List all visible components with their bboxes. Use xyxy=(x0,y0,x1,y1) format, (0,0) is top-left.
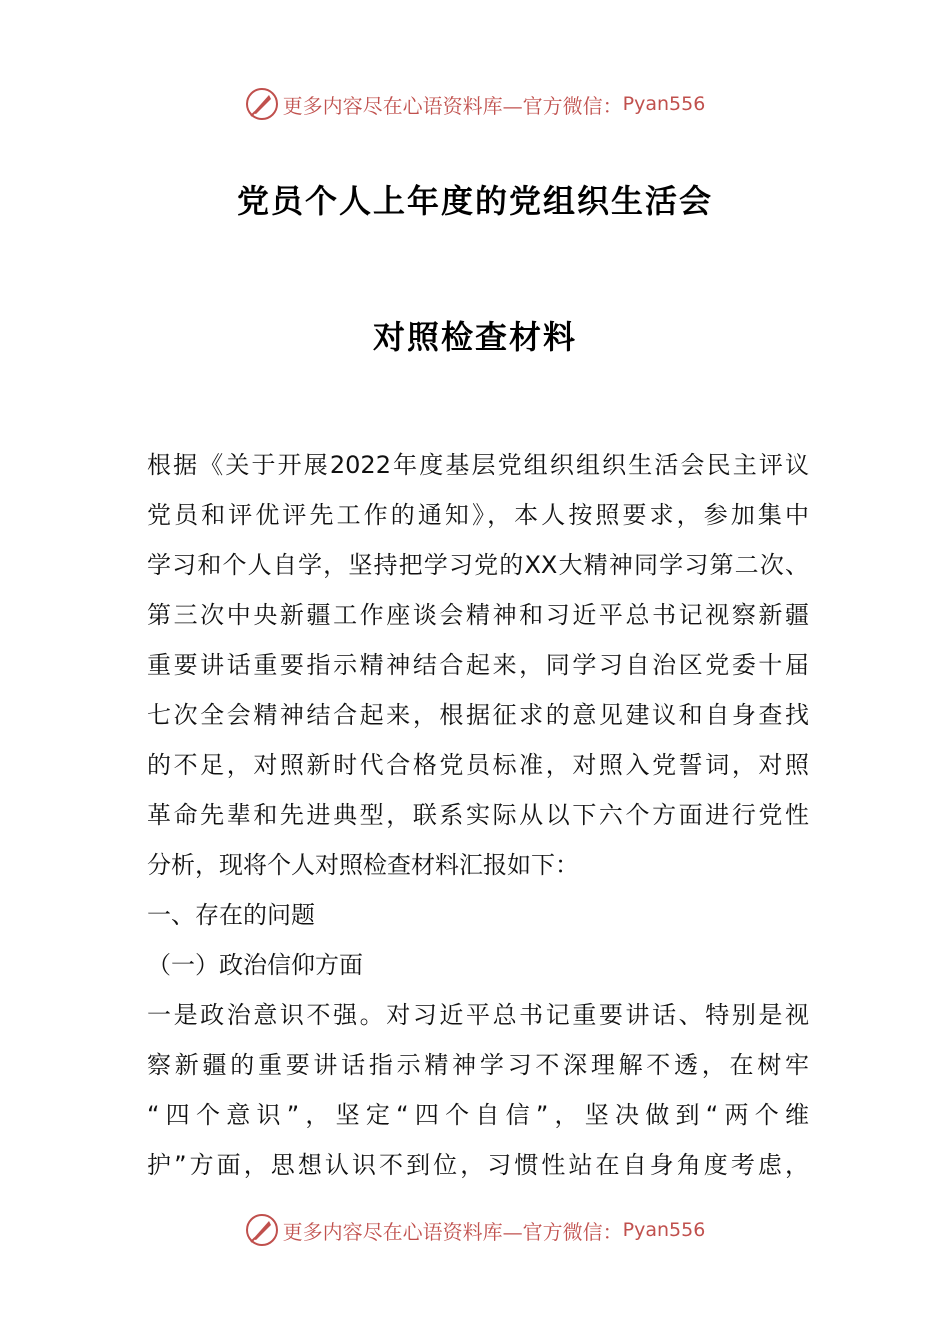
body-line: 学习和个人自学，坚持把学习党的XX大精神同学习第二次、 xyxy=(147,551,809,579)
body-line: 重要讲话重要指示精神结合起来，同学习自治区党委十届 xyxy=(147,651,809,679)
body-line: 护”方面，思想认识不到位，习惯性站在自身角度考虑， xyxy=(147,1151,809,1179)
watermark-wechat-id: Pyan556 xyxy=(622,93,706,115)
watermark-text: 更多内容尽在心语资料库—官方微信： xyxy=(282,1219,623,1244)
body-line: 的不足，对照新时代合格党员标准，对照入党誓词，对照 xyxy=(147,751,809,779)
watermark-header xyxy=(0,84,950,124)
watermark-footer xyxy=(0,1210,950,1250)
document-title-line1: 党员个人上年度的党组织生活会 xyxy=(236,182,713,220)
body-line: 分析，现将个人对照检查材料汇报如下： xyxy=(147,851,579,879)
body-line: 革命先辈和先进典型，联系实际从以下六个方面进行党性 xyxy=(147,801,809,829)
body-line: 七次全会精神结合起来，根据征求的意见建议和自身查找 xyxy=(147,701,809,729)
body-line: “四个意识”，坚定“四个自信”，坚决做到“两个维 xyxy=(147,1101,809,1129)
document-title-line2: 对照检查材料 xyxy=(372,318,577,356)
document-body xyxy=(147,440,809,1190)
watermark-wechat-id: Pyan556 xyxy=(622,1219,706,1241)
body-line: 根据《关于开展2022年度基层党组织组织生活会民主评议 xyxy=(147,451,809,479)
body-line: 党员和评优评先工作的通知》，本人按照要求，参加集中 xyxy=(147,501,809,529)
body-line: 第三次中央新疆工作座谈会精神和习近平总书记视察新疆 xyxy=(147,601,809,629)
watermark-text: 更多内容尽在心语资料库—官方微信： xyxy=(282,93,623,118)
subsection-heading: （一）政治信仰方面 xyxy=(147,951,363,979)
quill-logo-icon xyxy=(245,87,279,121)
quill-logo-icon xyxy=(245,1213,279,1247)
section-heading: 一、存在的问题 xyxy=(147,901,315,929)
body-line: 一是政治意识不强。对习近平总书记重要讲话、特别是视 xyxy=(147,1001,809,1029)
body-line: 察新疆的重要讲话指示精神学习不深理解不透，在树牢 xyxy=(147,1051,809,1079)
